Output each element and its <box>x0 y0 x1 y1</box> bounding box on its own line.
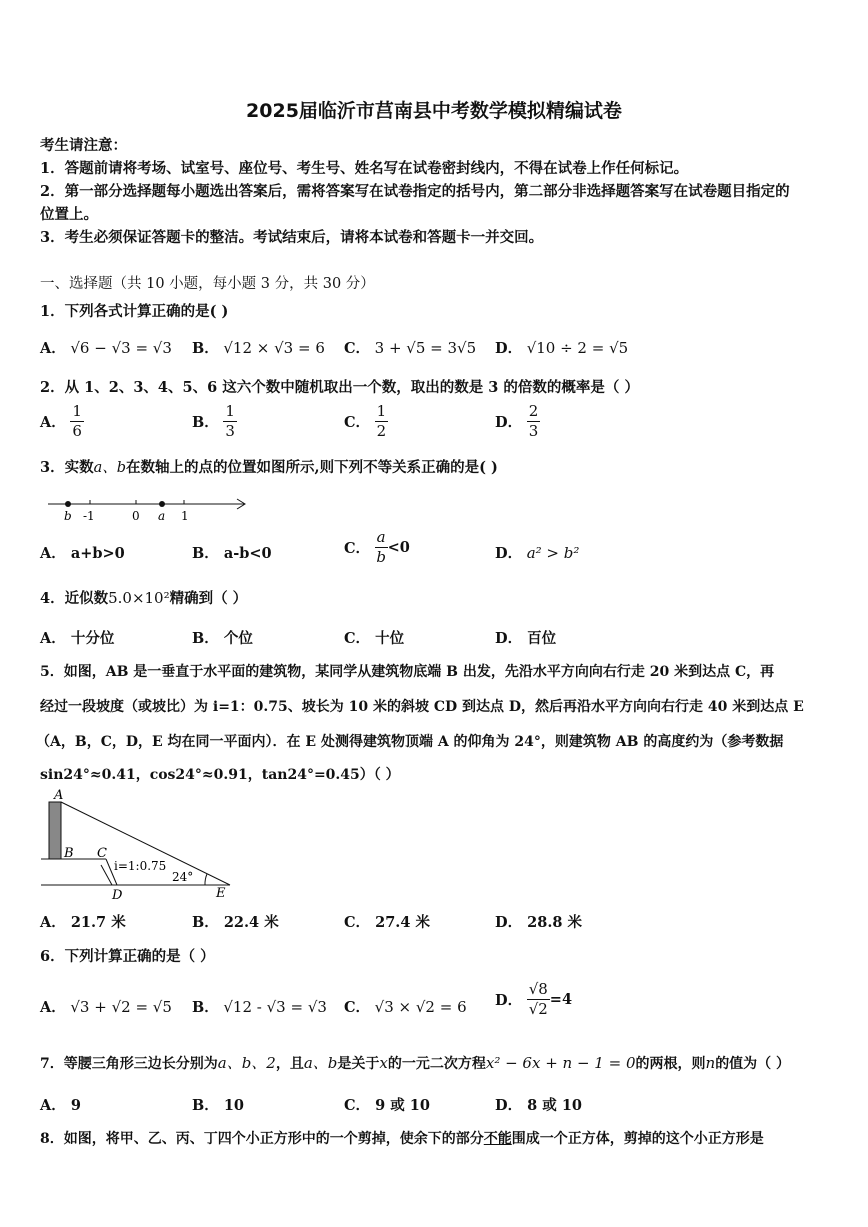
q6-option-b: B． √12 - √3 = √3 <box>192 998 327 1016</box>
notice-heading: 考生请注意： <box>40 137 127 154</box>
axis-label-0: 0 <box>132 509 140 523</box>
q6-option-c: C． √3 × √2 = 6 <box>344 998 467 1016</box>
question-1-stem: 1．下列各式计算正确的是( ) <box>40 303 229 320</box>
q4-option-d: D． 百位 <box>495 630 557 647</box>
q5-option-a: A． 21.7 米 <box>40 914 126 931</box>
q1-option-c: C． 3 + √5 = 3√5 <box>344 339 477 357</box>
question-2-stem: 2．从 1、2、3、4、5、6 这六个数中随机取出一个数，取出的数是 3 的倍数的概率是（ ） <box>40 379 639 396</box>
notice-item-2: 2．第一部分选择题每小题选出答案后，需将答案写在试卷指定的括号内，第二部分非选择题答案写在试卷题目指定的 <box>40 183 790 200</box>
building-slope-figure <box>38 786 238 902</box>
exam-title: 2025届临沂市莒南县中考数学模拟精编试卷 <box>246 100 622 122</box>
notice-item-1: 1．答题前请将考场、试室号、座位号、考生号、姓名写在试卷密封线内，不得在试卷上作任何标记。 <box>40 160 689 177</box>
q3-option-a: A． a+b>0 <box>40 545 125 562</box>
slope-ratio-label: i=1:0.75 <box>114 859 167 873</box>
section-heading: 一、选择题（共 10 小题，每小题 3 分，共 30 分） <box>40 276 375 292</box>
q7-option-a: A． 9 <box>40 1097 81 1114</box>
notice-item-3: 3．考生必须保证答题卡的整洁。考试结束后，请将本试卷和答题卡一并交回。 <box>40 229 544 246</box>
q1-option-d: D． √10 ÷ 2 = √5 <box>495 339 629 357</box>
q2-option-b: B． $\frac{1}{3}$ <box>192 402 235 440</box>
point-d-label: D <box>112 888 123 902</box>
point-c-label: C <box>97 846 107 861</box>
number-line-figure <box>44 493 254 523</box>
question-5-line-4: sin24°≈0.41，cos24°≈0.91，tan24°=0.45）（ ） <box>40 767 400 783</box>
q4-option-b: B． 个位 <box>192 630 253 647</box>
q6-option-d: D． $\frac{√8}{√2}$ =4 <box>495 980 573 1018</box>
q2-option-d: D． $\frac{2}{3}$ <box>495 402 539 440</box>
question-7-stem: 7．等腰三角形三边长分别为a、b、2，且a、b是关于x的一元二次方程x² − 6x + n − 1 = 0的两根，则n的值为（ ） <box>40 1054 791 1072</box>
q3-option-b: B． a-b<0 <box>192 545 272 562</box>
axis-label-a: a <box>158 509 166 523</box>
question-8-stem: 8．如图，将甲、乙、丙、丁四个小正方形中的一个剪掉，使余下的部分不能围成一个正方体，剪掉的这个小正方形是 <box>40 1131 764 1147</box>
q2-option-a: A． $\frac{1}{6}$ <box>40 402 82 440</box>
q5-option-b: B． 22.4 米 <box>192 914 279 931</box>
q2-option-c: C． $\frac{1}{2}$ <box>344 402 387 440</box>
q7-option-c: C． 9 或 10 <box>344 1097 430 1114</box>
q6-option-a: A． √3 + √2 = √5 <box>40 998 172 1016</box>
q7-option-d: D． 8 或 10 <box>495 1097 583 1114</box>
q1-option-a: A． √6 − √3 = √3 <box>40 339 172 357</box>
question-5-line-2: 经过一段坡度（或坡比）为 i=1：0.75、坡长为 10 米的斜坡 CD 到达点 D，然后再沿水平方向向右行走 40 米到达点 E <box>40 699 804 715</box>
question-5-line-1: 5．如图，AB 是一垂直于水平面的建筑物，某同学从建筑物底端 B 出发，先沿水平方向向右行走 20 米到达点 C，再 <box>40 664 775 680</box>
axis-label-1: 1 <box>181 509 189 523</box>
point-e-label: E <box>216 886 226 901</box>
axis-label-neg1: -1 <box>83 509 95 523</box>
q1-option-b: B． √12 × √3 = 6 <box>192 339 325 357</box>
notice-item-2-cont: 位置上。 <box>40 206 98 223</box>
q5-option-d: D． 28.8 米 <box>495 914 583 931</box>
angle-label: 24° <box>172 870 194 884</box>
point-b-label: B <box>64 846 74 861</box>
q3-option-c: C． $\frac{a}{b}$ <0 <box>344 528 410 566</box>
q3-option-d: D． a² > b² <box>495 544 580 562</box>
point-a-label: A <box>54 788 64 803</box>
axis-label-b: b <box>64 509 72 523</box>
question-4-stem: 4．近似数5.0×10²精确到（ ） <box>40 589 248 607</box>
q5-option-c: C． 27.4 米 <box>344 914 430 931</box>
q7-option-b: B． 10 <box>192 1097 245 1114</box>
question-5-line-3: （A，B，C，D，E 均在同一平面内）．在 E 处测得建筑物顶端 A 的仰角为 24°，则建筑物 AB 的高度约为（参考数据 <box>36 734 784 750</box>
question-6-stem: 6．下列计算正确的是（ ） <box>40 948 215 965</box>
q4-option-c: C． 十位 <box>344 630 405 647</box>
question-3-stem: 3．实数a、b在数轴上的点的位置如图所示,则下列不等关系正确的是( ) <box>40 459 498 476</box>
q4-option-a: A． 十分位 <box>40 630 115 647</box>
